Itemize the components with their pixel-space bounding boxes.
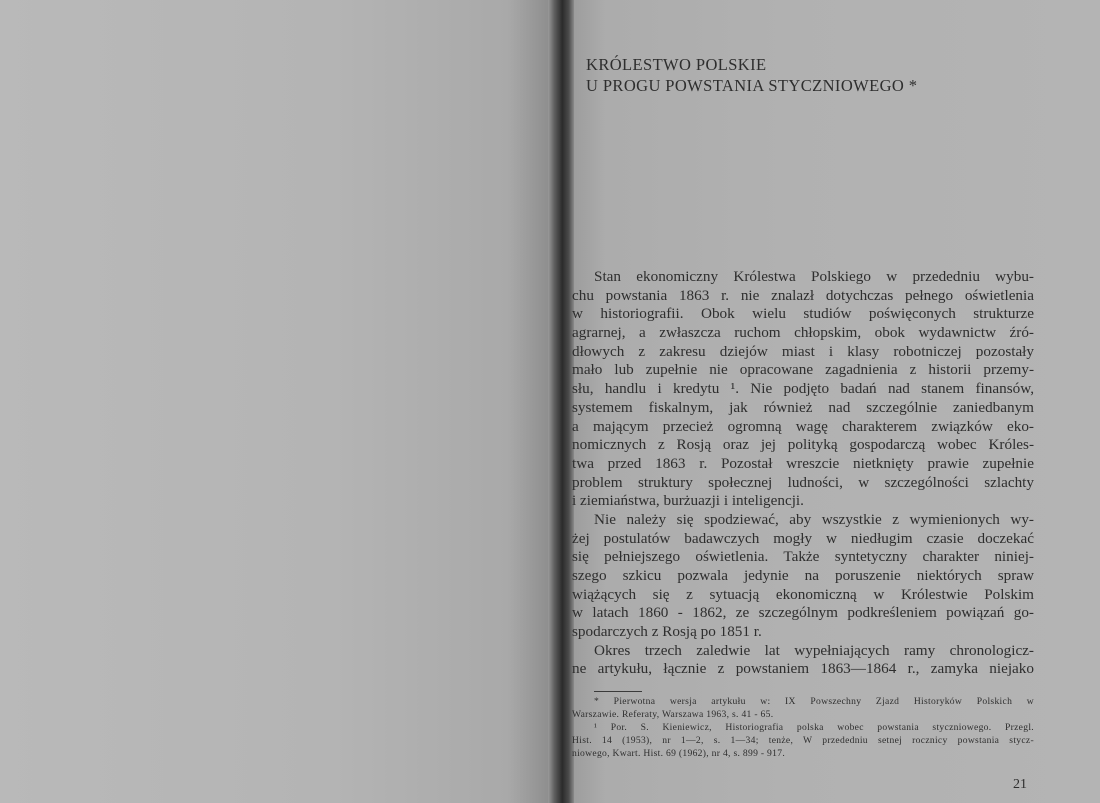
paragraph-line: i ziemiaństwa, burżuazji i inteligencji.: [572, 492, 804, 510]
paragraph-line: w latach 1860 - 1862, ze szczególnym podkreśleniem powiązań go-: [572, 604, 1034, 622]
footnote-divider: [594, 691, 642, 692]
paragraph-line: wiążących się z sytuacją ekonomiczną w Królestwie Polskim: [572, 585, 1034, 603]
title-line: KRÓLESTWO POLSKIE: [586, 55, 767, 74]
title-line: U PROGU POWSTANIA STYCZNIOWEGO *: [586, 76, 918, 95]
footnote-line: niowego, Kwart. Hist. 69 (1962), nr 4, s. 899 - 917.: [572, 748, 786, 759]
article-title: [586, 54, 917, 96]
paragraph-line: żej postulatów badawczych mogły w niedługim czasie doczekać: [572, 529, 1034, 547]
paragraph-line: dłowych z zakresu dziejów miast i klasy robotniczej pozostały: [572, 342, 1034, 360]
footnote-line: Hist. 14 (1953), nr 1—2, s. 1—34; tenże, W przededniu setnej rocznicy powstania stycz-: [572, 735, 1034, 746]
paragraph-line: Okres trzech zaledwie lat wypełniających ramy chronologicz-: [594, 641, 1034, 659]
paragraph-line: mało lub zupełnie nie opracowane zagadnienia z historii przemy-: [572, 361, 1034, 379]
paragraph-line: w historiografii. Obok wielu studiów poświęconych strukturze: [572, 305, 1034, 323]
footnote-line: ¹ Por. S. Kieniewicz, Historiografia polska wobec powstania styczniowego. Przegl.: [594, 722, 1034, 733]
paragraph-line: Stan ekonomiczny Królestwa Polskiego w przededniu wybu-: [594, 268, 1034, 285]
article-body: [572, 268, 1034, 679]
paragraph-line: szego szkicu pozwala jedynie na poruszenie niektórych spraw: [572, 567, 1034, 584]
paragraph-line: spodarczych z Rosją po 1851 r.: [572, 623, 762, 641]
paragraph-line: słu, handlu i kredytu ¹. Nie podjęto badań nad stanem finansów,: [572, 380, 1034, 398]
footnote-line: * Pierwotna wersja artykułu w: IX Powszechny Zjazd Historyków Polskich w: [594, 696, 1034, 707]
page-number: 21: [1013, 777, 1027, 792]
paragraph-line: chu powstania 1863 r. nie znalazł dotychczas pełnego oświetlenia: [572, 286, 1034, 304]
paragraph-line: się pełniejszego oświetlenia. Także syntetyczny charakter niniej-: [572, 548, 1034, 566]
paragraph-line: agrarnej, a zwłaszcza ruchom chłopskim, obok wydawnictw źró-: [572, 324, 1034, 342]
paragraph-line: systemem fiskalnym, jak również nad szczególnie zaniedbanym: [572, 398, 1034, 416]
paragraph-line: problem struktury społecznej ludności, w szczególności szlachty: [572, 473, 1034, 491]
paragraph-line: Nie należy się spodziewać, aby wszystkie z wymienionych wy-: [594, 510, 1034, 528]
paragraph-line: twa przed 1863 r. Pozostał wreszcie nietknięty prawie zupełnie: [572, 454, 1034, 472]
paragraph-line: nomicznych z Rosją oraz jej polityką gospodarczą wobec Króles-: [572, 436, 1034, 454]
paragraph-line: a mającym przecież ogromną wagę charakterem związków eko-: [572, 417, 1034, 435]
book-gutter: [548, 0, 574, 803]
footnote-line: Warszawie. Referaty, Warszawa 1963, s. 41 - 65.: [572, 709, 774, 720]
paragraph-line: ne artykułu, łącznie z powstaniem 1863—1864 r., zamyka niejako: [572, 660, 1034, 678]
footnotes: [572, 695, 1034, 760]
